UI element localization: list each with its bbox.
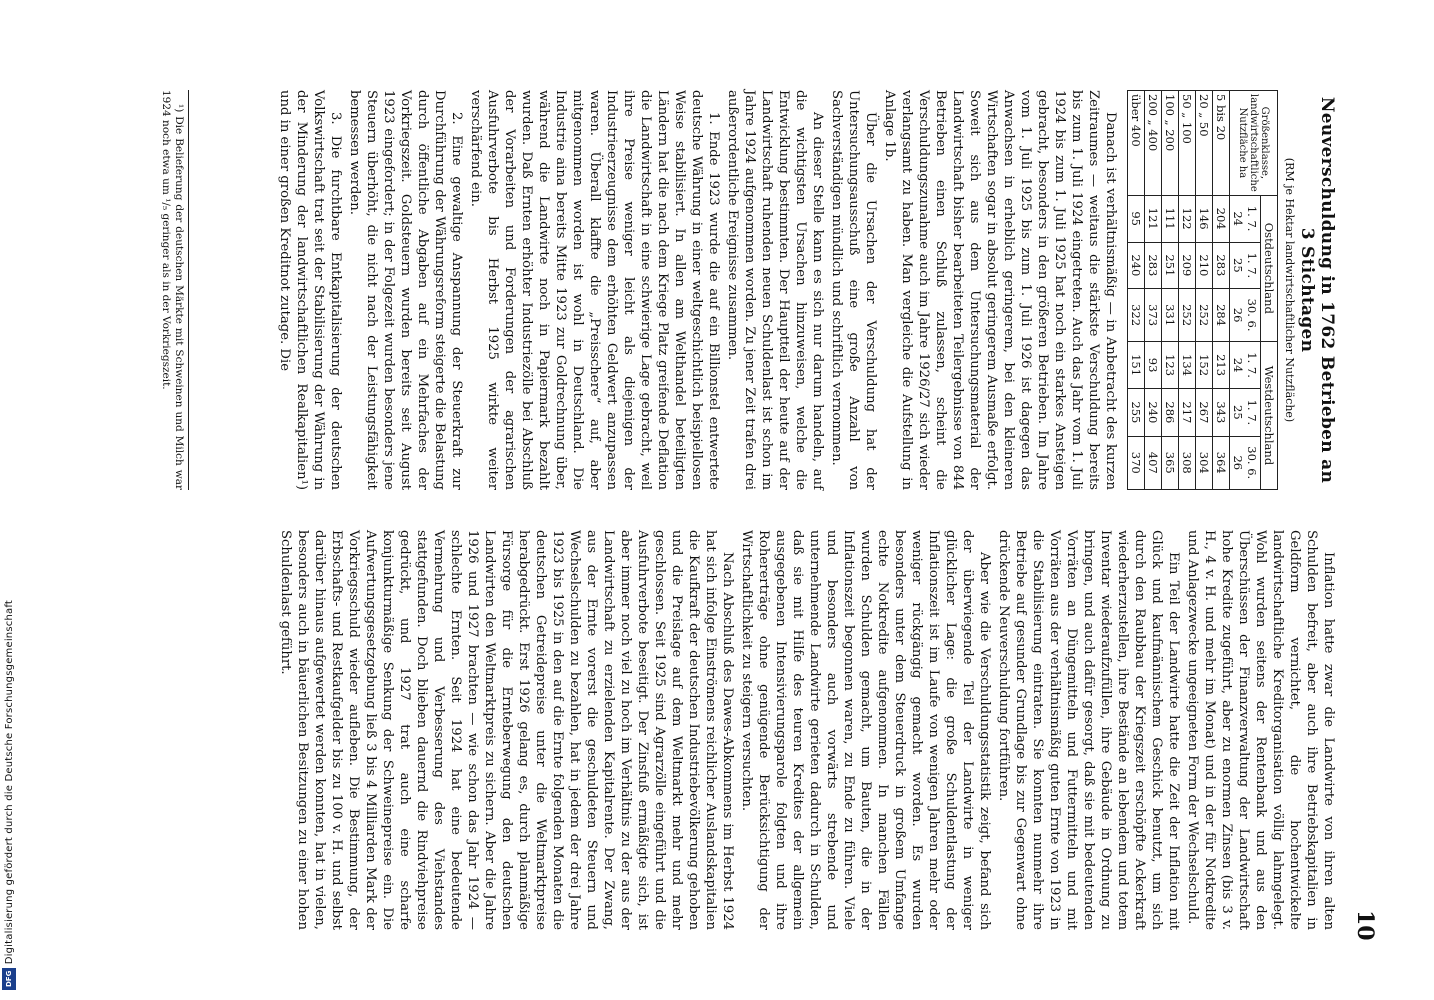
- date-header: 1. 7. 24: [1230, 195, 1261, 242]
- paragraph: Über die Ursachen der Verschuldung hat der Untersuchungsausschuß eine große Anzahl von Sachverständigen mündlich und schriftlich vernommen.: [829, 90, 878, 490]
- value-cell: 111: [1162, 195, 1179, 242]
- left-body-text: [276, 90, 1119, 490]
- paragraph: Aber wie die Verschuldungsstatistik zeigt, befand sich der überwiegende Teil der Landwirte in weniger glücklicher Lage: die große Schuldentlastung der Inflationszeit ist im Laufe von wenigen Jahren mehr oder weniger rückgängig gemacht worden. Es wurden besonders unter dem Steuerdruck in großem Umfange echte Notkredite aufgenommen. In manchen Fällen wurden Schulden gemacht, um Bauten, die in der Inflationszeit begonnen waren, zu Ende zu führen. Viele und besonders auch vorwärts strebende und unternehmende Landwirte gerieten dadurch in Schulden, daß sie mit Hilfe des teuren Kredites der allgemein ausgegebenen Intensivierungsparole folgten und ihre Rohererträge ohne genügende Berücksichtigung der Wirtschaftlichkeit zu steigern versuchten.: [739, 530, 992, 930]
- value-cell: 240: [1145, 389, 1162, 436]
- value-cell: 217: [1179, 389, 1196, 436]
- value-cell: 286: [1162, 389, 1179, 436]
- left-column: [159, 90, 1337, 490]
- rotated-document-page: [159, 90, 1378, 941]
- value-cell: 407: [1145, 436, 1162, 489]
- value-cell: 331: [1162, 289, 1179, 342]
- east-germany-header: Ostdeutschland: [1261, 195, 1278, 341]
- table-row: [1162, 91, 1179, 490]
- date-header: 1. 7. 25: [1230, 242, 1261, 289]
- page-number: 10: [1352, 910, 1378, 941]
- value-cell: 283: [1213, 242, 1230, 289]
- size-class-cell: 50 „ 100: [1179, 91, 1196, 196]
- table-row: [1145, 91, 1162, 490]
- date-header: 30. 6. 26: [1230, 436, 1261, 489]
- value-cell: 370: [1128, 436, 1145, 489]
- value-cell: 252: [1179, 289, 1196, 342]
- size-class-cell: 5 bis 20: [1213, 91, 1230, 196]
- table-row: [1128, 91, 1145, 490]
- value-cell: 93: [1145, 341, 1162, 388]
- paragraph: Inflation hatte zwar die Landwirte von ihren alten Schulden befreit, aber auch ihre Betriebskapitalien in Geldform vernichtet, die hochentwickelte landwirtschaftliche Kreditorganisation völlig lahmgelegt. Wohl wurden seitens der Rentenbank und aus den Überschüssen der Finanzverwaltung der Landwirtschaft hohe Kredite zugeführt, aber zu enormen Zinsen (bis 3 v. H., 4 v. H. und mehr im Monat) und in der für Notkredite und Anlagezwecke ungeeigneten Form der Wechselschuld.: [1185, 530, 1336, 930]
- value-cell: 95: [1128, 195, 1145, 242]
- table-row: [1213, 91, 1230, 490]
- value-cell: 322: [1128, 289, 1145, 342]
- date-header: 30. 6. 26: [1230, 289, 1261, 342]
- value-cell: 284: [1213, 289, 1230, 342]
- value-cell: 251: [1162, 242, 1179, 289]
- value-cell: 210: [1196, 242, 1213, 289]
- value-cell: 146: [1196, 195, 1213, 242]
- table-subtitle: (RM je Hektar landwirtschaftlicher Nutzfläche): [1283, 157, 1296, 423]
- table-title: Neuverschuldung in 1762 Betrieben an 3 Stichtagen: [1297, 96, 1337, 484]
- table-body: [1128, 91, 1230, 490]
- paragraph: Danach ist verhältnismäßig — in Anbetracht des kurzen Zeitraumes — weitaus die stärkste Verschuldung bereits bis zum 1. Juli 1924 eingetreten. Auch das Jahr vom 1. Juli 1924 bis zum 1. Juli 1925 hat noch ein starkes Ansteigen gebracht, besonders in den größeren Betrieben. Im Jahre vom 1. Juli 1925 bis zum 1. Juli 1926 ist dagegen das Anwachsen in erheblich geringerem, bei den kleineren Wirtschaften sogar in absolut geringerem Ausmaße erfolgt. Soweit sich aus dem Untersuchungsmaterial der Landwirtschaft bisher bearbeiteten Teilergebnisse von 844 Betrieben einen Schluß zulassen, scheint die Verschuldungszunahme auch im Jahre 1926/27 sich wieder verlangsamt zu haben. Man vergleiche die Aufstellung in Anlage 1b.: [882, 90, 1118, 490]
- value-cell: 209: [1179, 242, 1196, 289]
- value-cell: 304: [1196, 436, 1213, 489]
- debt-table: [1127, 90, 1278, 490]
- date-header: 1. 7. 24: [1230, 341, 1261, 388]
- value-cell: 121: [1145, 195, 1162, 242]
- paragraph: 1. Ende 1923 wurde die auf ein Billionstel entwertete deutsche Währung in einer weltgeschichtlich beispiellosen Weise stabilisiert. In allen am Welthandel beteiligten Ländern hat die nach dem Kriege Platz greifende Deflation die Landwirtschaft in eine schwierige Lage gebracht, weil ihre Preise weniger leicht als diejenigen der Industrieerzeugnisse dem erhöhten Geldwert anzupassen waren. Überall klaffte die „Preisschere“ auf, aber mitgenommen worden ist wohl in Deutschland. Die Industrie aina bereits Mitte 1923 zur Goldrechnung über, während die Landwirte noch in Papiermark bezahlt wurden. Daß Ernten erhöhter Industriezölle bei Abschluß der Vorarbeiten und Forderungen der agrarischen Ausfuhrverbote bis Herbst 1925 wirkte weiter verschärfend ein.: [468, 90, 721, 490]
- value-cell: 204: [1213, 195, 1230, 242]
- paragraph: Ein Teil der Landwirte hatte die Zeit der Inflation mit Glück und kaufmännischem Geschick benutzt, um sich durch den Raubbau der Kriegszeit erschöpfte Ackerkraft wiederherzustellen, ihre Bestände an lebendem und totem Inventar wiederaufzufüllen, ihre Gebäude in Ordnung zu bringen, und auch dafür gesorgt, daß sie mit bedeutenden Vorräten an Düngemitteln und Futtermitteln und mit Vorräten aus der verhältnismäßig guten Ernte von 1923 in die Stabilisierung eintraten. Sie konnten nunmehr ihre Betriebe auf gesunder Grundlage bis zur Gegenwart ohne drückende Neuverschuldung fortführen.: [996, 530, 1181, 930]
- footnote: ¹) Die Belieferung der deutschen Märkte mit Schweinen und Milch war 1924 noch etwa um ¹/₅ geringer als in der Vorkriegszeit.: [159, 90, 189, 490]
- paragraph: 3. Die furchtbare Entkapitalisierung der deutschen Volkswirtschaft trat seit der Stabilisierung der Währung in der Minderung der landwirtschaftlichen Realkapitalien¹) und in einer großen Kreditnot zutage. Die: [277, 90, 343, 490]
- value-cell: 343: [1213, 389, 1230, 436]
- table-row: [1179, 91, 1196, 490]
- value-cell: 134: [1179, 341, 1196, 388]
- value-cell: 240: [1128, 242, 1145, 289]
- west-germany-header: Westdeutschland: [1261, 341, 1278, 489]
- size-class-header: Größenklasse, landwirtschaftliche Nutzfläche ha: [1230, 91, 1278, 196]
- value-cell: 122: [1179, 195, 1196, 242]
- value-cell: 283: [1145, 242, 1162, 289]
- value-cell: 213: [1213, 341, 1230, 388]
- paragraph: 2. Eine gewaltige Anspannung der Steuerkraft zur Durchführung der Währungsreform steigerte die Belastung durch öffentliche Abgaben auf ein Mehrfaches der Vorkriegszeit. Goldsteuern wurden bereits seit August 1923 eingefordert; in der Folgezeit wurden besonders jene Steuern überhöht, die nicht nach der Leistungsfähigkeit bemessen werden.: [347, 90, 464, 490]
- value-cell: 364: [1213, 436, 1230, 489]
- date-header: 1. 7. 25: [1230, 389, 1261, 436]
- value-cell: 365: [1162, 436, 1179, 489]
- value-cell: 373: [1145, 289, 1162, 342]
- value-cell: 255: [1128, 389, 1145, 436]
- value-cell: 152: [1196, 341, 1213, 388]
- value-cell: 123: [1162, 341, 1179, 388]
- size-class-cell: 200 „ 400: [1145, 91, 1162, 196]
- right-column: [159, 530, 1337, 930]
- value-cell: 252: [1196, 289, 1213, 342]
- digitization-credit: Digitalisierung gefördert durch die Deutsche Forschungsgemeinschaft: [4, 600, 15, 965]
- paragraph: Nach Abschluß des Dawes-Abkommens im Herbst 1924 hat sich infolge Einströmens reichlicher Auslandskapitalien die Kaufkraft der deutschen Industriebevölkerung gehoben und die Preislage auf dem Weltmarkt mehr und mehr geschlossen. Seit 1925 sind Agrarzölle eingeführt und die Ausfuhrverbote beseitigt. Der Zinsfuß ermäßigte sich, ist aber immer noch viel zu hoch im Verhältnis zu der aus der Landwirtschaft zu erzielenden Kapitalrente. Der Zwang, aus der Ernte vorerst die geschuldeten Steuern und Wechselschulden zu bezahlen, hat in jedem der drei Jahre 1923 bis 1925 in den auf die Ernte folgenden Monaten die deutschen Getreidepreise unter die Weltmarktpreise herabgedrückt. Erst 1926 gelang es, durch planmäßige Fürsorge für die Ernteberwegung den deutschen Landwirten den Weltmarktpreis zu sichern. Aber die Jahre 1926 und 1927 brachten — wie schon das Jahr 1924 — schlechte Ernten. Seit 1924 hat eine bedeutende Vermehrung und Verbesserung des Viehstandes stattgefunden. Doch blieben dauernd die Rindviehpreise gedrückt, und 1927 trat auch eine scharfe konjunkturmäßige Senkung der Schweinepreise ein. Die Aufwertungsgesetzgebung ließ 3 bis 4 Milliarden Mark der Vorkriegsschuld wieder aufleben. Die Bestimmung, der Erbschafts- und Restkaufgelder bis zu 100 v. H. und selbst darüber hinaus aufgewertet werden konnten, hat in vielen, besonders auch in bäuerlichen Besitzungen zu einer hohen Schuldenlast geführt.: [278, 530, 735, 930]
- value-cell: 267: [1196, 389, 1213, 436]
- dfg-logo: DFG: [2, 968, 16, 990]
- value-cell: 308: [1179, 436, 1196, 489]
- size-class-cell: 100 „ 200: [1162, 91, 1179, 196]
- right-body-text: [277, 530, 1337, 930]
- table-row: [1196, 91, 1213, 490]
- paragraph: An dieser Stelle kann es sich nur darum handeln, auf die wichtigsten Ursachen hinzuweisen, welche die Entwicklung bestimmten. Der Hauptteil der heute auf der Landwirtschaft ruhenden neuen Schuldenlast ist schon im Jahre 1924 aufgenommen worden. Zu jener Zeit trafen drei außerordentliche Ereignisse zusammen.: [725, 90, 825, 490]
- size-class-cell: 20 „ 50: [1196, 91, 1213, 196]
- value-cell: 151: [1128, 341, 1145, 388]
- size-class-cell: über 400: [1128, 91, 1145, 196]
